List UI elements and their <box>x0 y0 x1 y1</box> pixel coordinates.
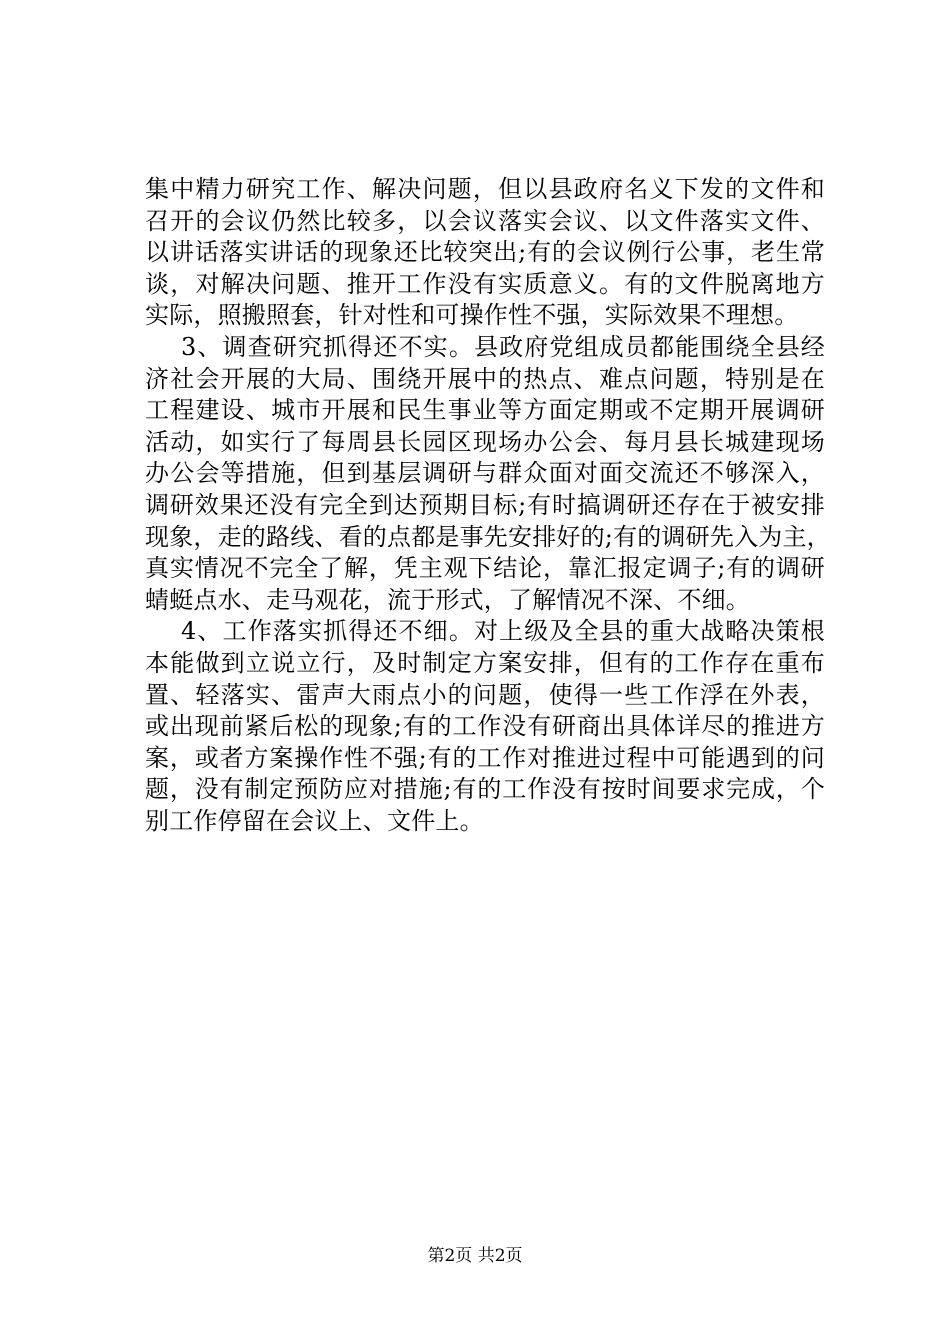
text-line: 谈，对解决问题、推开工作没有实质意义。有的文件脱离地方 <box>145 269 825 298</box>
section-heading-line: 3、调查研究抓得还不实。县政府党组成员都能围绕全县经 <box>181 332 825 361</box>
text-line: 以讲话落实讲话的现象还比较突出;有的会议例行公事，老生常 <box>145 238 825 267</box>
text-line: 办公会等措施，但到基层调研与群众面对面交流还不够深入， <box>145 459 825 488</box>
text-line: 工程建设、城市开展和民生事业等方面定期或不定期开展调研 <box>145 396 825 425</box>
text-line: 或出现前紧后松的现象;有的工作没有研商出具体详尽的推进方 <box>145 712 825 741</box>
text-line: 实际，照搬照套，针对性和可操作性不强，实际效果不理想。 <box>145 301 799 330</box>
page-number-footer: 第2页 共2页 <box>427 1246 523 1266</box>
text-line: 真实情况不完全了解，凭主观下结论，靠汇报定调子;有的调研 <box>145 554 825 583</box>
text-line: 本能做到立说立行，及时制定方案安排，但有的工作存在重布 <box>145 648 825 677</box>
body-text <box>145 174 831 837</box>
text-line: 别工作停留在会议上、文件上。 <box>145 806 484 835</box>
text-line: 置、轻落实、雷声大雨点小的问题，使得一些工作浮在外表， <box>145 680 825 709</box>
text-line: 活动，如实行了每周县长园区现场办公会、每月县长城建现场 <box>145 427 825 456</box>
text-line: 题，没有制定预防应对措施;有的工作没有按时间要求完成，个 <box>145 775 825 804</box>
text-line: 调研效果还没有完全到达预期目标;有时搞调研还存在于被安排 <box>145 490 825 519</box>
section-heading-line: 4、工作落实抓得还不细。对上级及全县的重大战略决策根 <box>181 617 825 646</box>
text-line: 蜻蜓点水、走马观花，流于形式，了解情况不深、不细。 <box>145 585 750 614</box>
text-line: 集中精力研究工作、解决问题，但以县政府名义下发的文件和 <box>145 175 825 203</box>
text-line: 召开的会议仍然比较多，以会议落实会议、以文件落实文件、 <box>145 206 825 235</box>
text-line: 案，或者方案操作性不强;有的工作对推进过程中可能遇到的问 <box>145 743 825 772</box>
text-line: 现象，走的路线、看的点都是事先安排好的;有的调研先入为主， <box>145 522 831 551</box>
text-line: 济社会开展的大局、围绕开展中的热点、难点问题，特别是在 <box>145 364 825 393</box>
